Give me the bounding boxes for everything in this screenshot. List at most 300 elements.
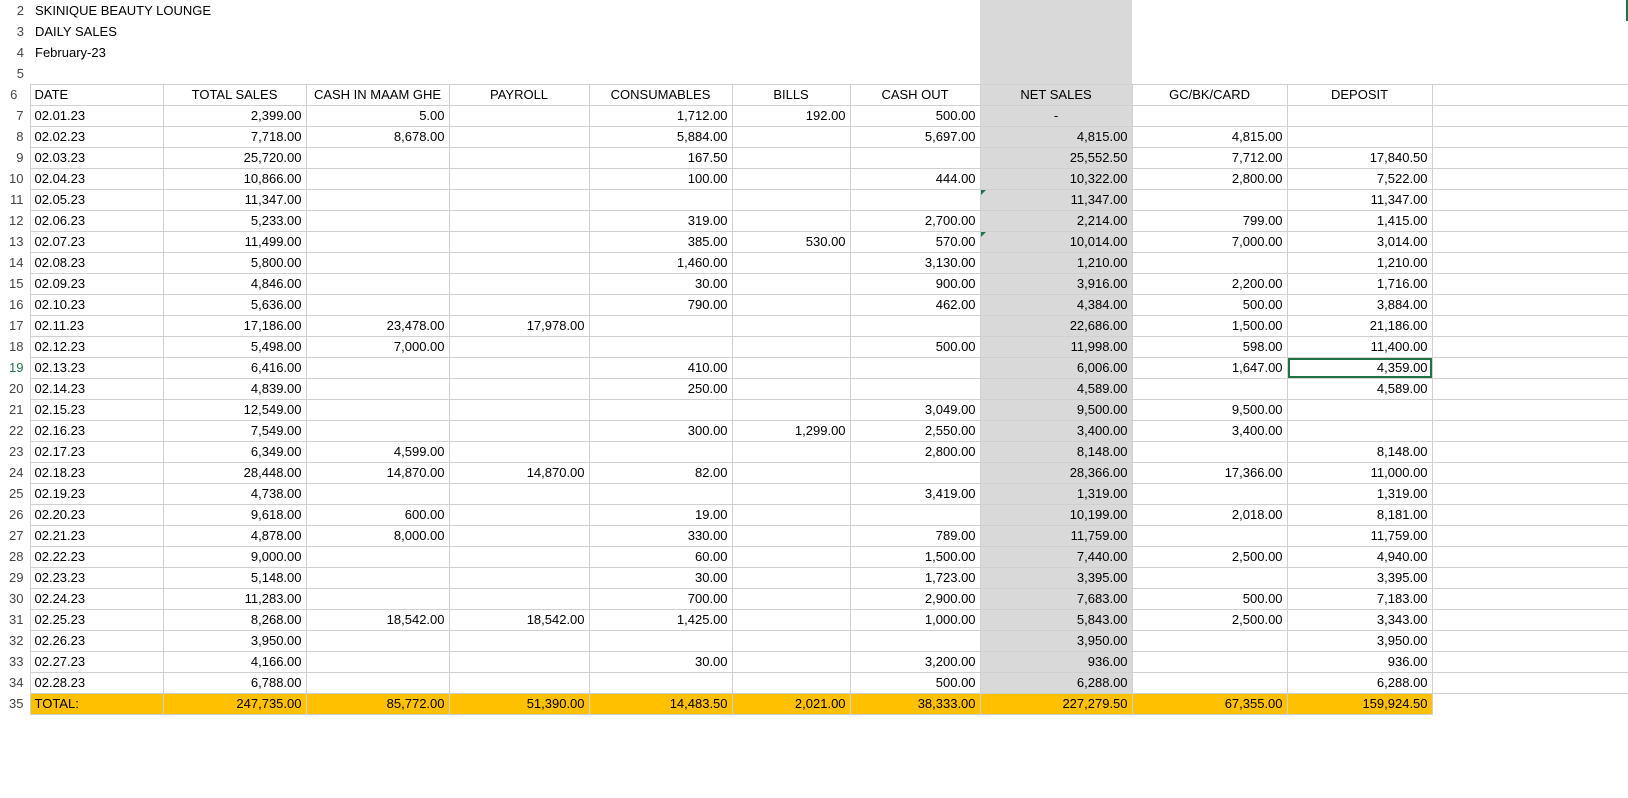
- cell-consumables[interactable]: 790.00: [589, 294, 732, 315]
- cell-deposit[interactable]: 1,415.00: [1287, 210, 1432, 231]
- cell-gc-bk-card[interactable]: [1132, 105, 1287, 126]
- cell-cash-in[interactable]: 8,678.00: [306, 126, 449, 147]
- col-header-net-sales[interactable]: NET SALES: [980, 84, 1132, 105]
- cell-date[interactable]: 02.16.23: [30, 420, 163, 441]
- cell-gc-bk-card[interactable]: [1132, 630, 1287, 651]
- cell-payroll[interactable]: 14,870.00: [449, 462, 589, 483]
- row-header[interactable]: 21: [0, 399, 30, 420]
- cell-payroll[interactable]: [449, 672, 589, 693]
- row-header-3[interactable]: 3: [0, 21, 30, 42]
- cell-date[interactable]: 02.20.23: [30, 504, 163, 525]
- cell-deposit[interactable]: [1287, 126, 1432, 147]
- cell-bills[interactable]: 1,299.00: [732, 420, 850, 441]
- cell-date[interactable]: 02.05.23: [30, 189, 163, 210]
- cell-total-sales[interactable]: 5,233.00: [163, 210, 306, 231]
- cell-cash-in[interactable]: [306, 546, 449, 567]
- cell-deposit[interactable]: [1287, 399, 1432, 420]
- cell-date[interactable]: 02.21.23: [30, 525, 163, 546]
- cell-bills[interactable]: [732, 357, 850, 378]
- row-header[interactable]: 27: [0, 525, 30, 546]
- cell-deposit[interactable]: 7,522.00: [1287, 168, 1432, 189]
- cell-deposit[interactable]: [1287, 105, 1432, 126]
- cell-consumables[interactable]: 1,460.00: [589, 252, 732, 273]
- table-row[interactable]: [0, 126, 1628, 147]
- cell-cash-in[interactable]: 7,000.00: [306, 336, 449, 357]
- cell-cash-in[interactable]: 14,870.00: [306, 462, 449, 483]
- cell-total-sales[interactable]: 10,866.00: [163, 168, 306, 189]
- cell-consumables[interactable]: 319.00: [589, 210, 732, 231]
- cell-date[interactable]: 02.27.23: [30, 651, 163, 672]
- row-header[interactable]: 18: [0, 336, 30, 357]
- cell-bills[interactable]: 530.00: [732, 231, 850, 252]
- cell-consumables[interactable]: [589, 483, 732, 504]
- cell-bills[interactable]: [732, 462, 850, 483]
- cell-bills[interactable]: [732, 504, 850, 525]
- cell-cash-out[interactable]: 462.00: [850, 294, 980, 315]
- cell-total-sales[interactable]: 7,718.00: [163, 126, 306, 147]
- cell-gc-bk-card[interactable]: [1132, 525, 1287, 546]
- row-header[interactable]: 32: [0, 630, 30, 651]
- row-header[interactable]: 34: [0, 672, 30, 693]
- cell-cash-out[interactable]: [850, 357, 980, 378]
- table-row[interactable]: [0, 483, 1628, 504]
- cell-consumables[interactable]: 100.00: [589, 168, 732, 189]
- cell-cash-out[interactable]: [850, 630, 980, 651]
- cell-gc-bk-card[interactable]: [1132, 483, 1287, 504]
- cell-deposit[interactable]: 1,210.00: [1287, 252, 1432, 273]
- cell-date[interactable]: 02.24.23: [30, 588, 163, 609]
- cell-payroll[interactable]: [449, 483, 589, 504]
- cell-total-sales[interactable]: 8,268.00: [163, 609, 306, 630]
- cell-bills[interactable]: [732, 294, 850, 315]
- cell-bills[interactable]: [732, 168, 850, 189]
- cell-total-sales[interactable]: 17,186.00: [163, 315, 306, 336]
- cell-consumables[interactable]: 30.00: [589, 567, 732, 588]
- cell-total-sales[interactable]: 11,347.00: [163, 189, 306, 210]
- cell-consumables[interactable]: 1,425.00: [589, 609, 732, 630]
- cell-cash-out[interactable]: 570.00: [850, 231, 980, 252]
- cell-payroll[interactable]: [449, 168, 589, 189]
- cell-gc-bk-card[interactable]: 2,200.00: [1132, 273, 1287, 294]
- row-header[interactable]: 17: [0, 315, 30, 336]
- cell-total-sales[interactable]: 4,738.00: [163, 483, 306, 504]
- totals-cash-in[interactable]: 85,772.00: [306, 693, 449, 714]
- table-row[interactable]: [0, 672, 1628, 693]
- cell-net-sales[interactable]: 1,319.00: [980, 483, 1132, 504]
- table-row[interactable]: [0, 252, 1628, 273]
- cell-payroll[interactable]: [449, 399, 589, 420]
- cell-deposit[interactable]: 3,014.00: [1287, 231, 1432, 252]
- table-row[interactable]: [0, 588, 1628, 609]
- cell-cash-out[interactable]: 500.00: [850, 672, 980, 693]
- totals-deposit[interactable]: 159,924.50: [1287, 693, 1432, 714]
- table-row[interactable]: [0, 651, 1628, 672]
- cell-consumables[interactable]: 30.00: [589, 273, 732, 294]
- table-row[interactable]: [0, 441, 1628, 462]
- col-header-deposit[interactable]: DEPOSIT: [1287, 84, 1432, 105]
- cell-payroll[interactable]: [449, 126, 589, 147]
- cell-cash-out[interactable]: 2,900.00: [850, 588, 980, 609]
- cell-cash-out[interactable]: 2,700.00: [850, 210, 980, 231]
- cell-total-sales[interactable]: 6,788.00: [163, 672, 306, 693]
- cell-bills[interactable]: [732, 378, 850, 399]
- cell-net-sales[interactable]: 3,950.00: [980, 630, 1132, 651]
- cell-cash-in[interactable]: 8,000.00: [306, 525, 449, 546]
- cell-gc-bk-card[interactable]: 2,800.00: [1132, 168, 1287, 189]
- cell-cash-out[interactable]: [850, 378, 980, 399]
- cell-gc-bk-card[interactable]: 17,366.00: [1132, 462, 1287, 483]
- row-header[interactable]: 28: [0, 546, 30, 567]
- cell-net-sales[interactable]: 6,006.00: [980, 357, 1132, 378]
- cell-total-sales[interactable]: 11,283.00: [163, 588, 306, 609]
- row-header[interactable]: 13: [0, 231, 30, 252]
- cell-cash-out[interactable]: 3,130.00: [850, 252, 980, 273]
- cell-net-sales[interactable]: 4,589.00: [980, 378, 1132, 399]
- cell-net-sales[interactable]: 3,400.00: [980, 420, 1132, 441]
- col-header-payroll[interactable]: PAYROLL: [449, 84, 589, 105]
- cell-bills[interactable]: [732, 630, 850, 651]
- table-row[interactable]: [0, 609, 1628, 630]
- cell-date[interactable]: 02.09.23: [30, 273, 163, 294]
- col-header-cash-out[interactable]: CASH OUT: [850, 84, 980, 105]
- row-header[interactable]: 10: [0, 168, 30, 189]
- row-header-2[interactable]: 2: [0, 0, 30, 21]
- cell-total-sales[interactable]: 2,399.00: [163, 105, 306, 126]
- cell-consumables[interactable]: 167.50: [589, 147, 732, 168]
- row-header[interactable]: 26: [0, 504, 30, 525]
- cell-gc-bk-card[interactable]: 2,500.00: [1132, 609, 1287, 630]
- cell-date[interactable]: 02.22.23: [30, 546, 163, 567]
- cell-deposit[interactable]: 11,759.00: [1287, 525, 1432, 546]
- cell-cash-in[interactable]: 23,478.00: [306, 315, 449, 336]
- cell-cash-in[interactable]: [306, 420, 449, 441]
- table-row[interactable]: [0, 357, 1628, 378]
- cell-net-sales[interactable]: 11,347.00: [980, 189, 1132, 210]
- cell-payroll[interactable]: [449, 378, 589, 399]
- cell-deposit[interactable]: [1287, 420, 1432, 441]
- cell-deposit[interactable]: 3,343.00: [1287, 609, 1432, 630]
- cell-payroll[interactable]: [449, 273, 589, 294]
- cell-net-sales[interactable]: 3,916.00: [980, 273, 1132, 294]
- row-header[interactable]: 24: [0, 462, 30, 483]
- cell-net-sales[interactable]: 6,288.00: [980, 672, 1132, 693]
- col-header-cash-in[interactable]: CASH IN MAAM GHE: [306, 84, 449, 105]
- cell-deposit[interactable]: 1,716.00: [1287, 273, 1432, 294]
- cell-date[interactable]: 02.02.23: [30, 126, 163, 147]
- cell-bills[interactable]: [732, 252, 850, 273]
- cell-net-sales[interactable]: 10,014.00: [980, 231, 1132, 252]
- cell-cash-in[interactable]: [306, 168, 449, 189]
- cell-deposit[interactable]: 7,183.00: [1287, 588, 1432, 609]
- cell-bills[interactable]: [732, 210, 850, 231]
- cell-gc-bk-card[interactable]: [1132, 441, 1287, 462]
- table-row[interactable]: [0, 168, 1628, 189]
- cell-consumables[interactable]: 385.00: [589, 231, 732, 252]
- cell-total-sales[interactable]: 9,618.00: [163, 504, 306, 525]
- cell-date[interactable]: 02.13.23: [30, 357, 163, 378]
- cell-cash-out[interactable]: [850, 147, 980, 168]
- cell-cash-out[interactable]: [850, 189, 980, 210]
- cell-total-sales[interactable]: 6,349.00: [163, 441, 306, 462]
- table-row[interactable]: [0, 231, 1628, 252]
- cell-deposit[interactable]: 11,400.00: [1287, 336, 1432, 357]
- cell-date[interactable]: 02.12.23: [30, 336, 163, 357]
- cell-payroll[interactable]: 18,542.00: [449, 609, 589, 630]
- cell-net-sales[interactable]: 936.00: [980, 651, 1132, 672]
- cell-date[interactable]: 02.23.23: [30, 567, 163, 588]
- table-row[interactable]: [0, 210, 1628, 231]
- cell-payroll[interactable]: 17,978.00: [449, 315, 589, 336]
- row-header[interactable]: 7: [0, 105, 30, 126]
- cell-bills[interactable]: [732, 399, 850, 420]
- cell-date[interactable]: 02.04.23: [30, 168, 163, 189]
- cell-cash-in[interactable]: [306, 630, 449, 651]
- cell-net-sales[interactable]: 11,759.00: [980, 525, 1132, 546]
- totals-cash-out[interactable]: 38,333.00: [850, 693, 980, 714]
- cell-cash-in[interactable]: 18,542.00: [306, 609, 449, 630]
- cell-cash-in[interactable]: [306, 252, 449, 273]
- cell-total-sales[interactable]: 3,950.00: [163, 630, 306, 651]
- table-row[interactable]: [0, 273, 1628, 294]
- cell-cash-out[interactable]: 789.00: [850, 525, 980, 546]
- cell-gc-bk-card[interactable]: 4,815.00: [1132, 126, 1287, 147]
- cell-cash-in[interactable]: [306, 399, 449, 420]
- cell-date[interactable]: 02.17.23: [30, 441, 163, 462]
- cell-deposit[interactable]: 936.00: [1287, 651, 1432, 672]
- cell-bills[interactable]: [732, 336, 850, 357]
- table-row[interactable]: [0, 105, 1628, 126]
- table-row[interactable]: [0, 504, 1628, 525]
- totals-total-sales[interactable]: 247,735.00: [163, 693, 306, 714]
- cell-total-sales[interactable]: 11,499.00: [163, 231, 306, 252]
- cell-date[interactable]: 02.18.23: [30, 462, 163, 483]
- cell-deposit[interactable]: 3,950.00: [1287, 630, 1432, 651]
- cell-bills[interactable]: 192.00: [732, 105, 850, 126]
- cell-total-sales[interactable]: 4,878.00: [163, 525, 306, 546]
- cell-total-sales[interactable]: 9,000.00: [163, 546, 306, 567]
- row-header[interactable]: 23: [0, 441, 30, 462]
- cell-total-sales[interactable]: 4,846.00: [163, 273, 306, 294]
- table-row[interactable]: [0, 525, 1628, 546]
- row-header[interactable]: 9: [0, 147, 30, 168]
- cell-deposit[interactable]: 11,000.00: [1287, 462, 1432, 483]
- cell-cash-in[interactable]: 5.00: [306, 105, 449, 126]
- cell-consumables[interactable]: 82.00: [589, 462, 732, 483]
- cell-total-sales[interactable]: 5,498.00: [163, 336, 306, 357]
- cell-cash-in[interactable]: [306, 294, 449, 315]
- table-row[interactable]: [0, 546, 1628, 567]
- cell-deposit[interactable]: 1,319.00: [1287, 483, 1432, 504]
- table-row[interactable]: [0, 336, 1628, 357]
- cell-date[interactable]: 02.07.23: [30, 231, 163, 252]
- row-header[interactable]: 29: [0, 567, 30, 588]
- cell-bills[interactable]: [732, 651, 850, 672]
- cell-net-sales[interactable]: 28,366.00: [980, 462, 1132, 483]
- cell-date[interactable]: 02.14.23: [30, 378, 163, 399]
- cell-bills[interactable]: [732, 189, 850, 210]
- cell-consumables[interactable]: [589, 315, 732, 336]
- cell-consumables[interactable]: 250.00: [589, 378, 732, 399]
- table-row[interactable]: [0, 630, 1628, 651]
- cell-cash-out[interactable]: 1,723.00: [850, 567, 980, 588]
- col-header-consumables[interactable]: CONSUMABLES: [589, 84, 732, 105]
- row-header[interactable]: 15: [0, 273, 30, 294]
- cell-total-sales[interactable]: 4,839.00: [163, 378, 306, 399]
- row-header[interactable]: 33: [0, 651, 30, 672]
- cell-consumables[interactable]: [589, 399, 732, 420]
- cell-net-sales[interactable]: 10,322.00: [980, 168, 1132, 189]
- cell-cash-in[interactable]: [306, 483, 449, 504]
- cell-deposit[interactable]: 8,181.00: [1287, 504, 1432, 525]
- cell-consumables[interactable]: [589, 672, 732, 693]
- cell-gc-bk-card[interactable]: [1132, 252, 1287, 273]
- cell-net-sales[interactable]: 11,998.00: [980, 336, 1132, 357]
- cell-gc-bk-card[interactable]: [1132, 189, 1287, 210]
- cell-cash-in[interactable]: [306, 147, 449, 168]
- table-row[interactable]: [0, 378, 1628, 399]
- cell-total-sales[interactable]: 4,166.00: [163, 651, 306, 672]
- cell-payroll[interactable]: [449, 525, 589, 546]
- cell-cash-out[interactable]: 5,697.00: [850, 126, 980, 147]
- cell-consumables[interactable]: [589, 441, 732, 462]
- cell-payroll[interactable]: [449, 651, 589, 672]
- cell-payroll[interactable]: [449, 210, 589, 231]
- col-header-date[interactable]: DATE: [30, 84, 163, 105]
- cell-bills[interactable]: [732, 609, 850, 630]
- totals-payroll[interactable]: 51,390.00: [449, 693, 589, 714]
- cell-date[interactable]: 02.15.23: [30, 399, 163, 420]
- cell-payroll[interactable]: [449, 567, 589, 588]
- cell-cash-in[interactable]: [306, 273, 449, 294]
- cell-deposit[interactable]: 4,589.00: [1287, 378, 1432, 399]
- row-header-5[interactable]: 5: [0, 63, 30, 84]
- cell-consumables[interactable]: 19.00: [589, 504, 732, 525]
- cell-cash-out[interactable]: [850, 315, 980, 336]
- cell-gc-bk-card[interactable]: 799.00: [1132, 210, 1287, 231]
- cell-cash-out[interactable]: 2,800.00: [850, 441, 980, 462]
- cell-bills[interactable]: [732, 315, 850, 336]
- row-header-6[interactable]: 6: [0, 84, 30, 105]
- totals-row[interactable]: [0, 693, 1628, 714]
- table-row[interactable]: [0, 420, 1628, 441]
- cell-payroll[interactable]: [449, 504, 589, 525]
- table-row[interactable]: [0, 462, 1628, 483]
- cell-consumables[interactable]: 1,712.00: [589, 105, 732, 126]
- cell-gc-bk-card[interactable]: [1132, 567, 1287, 588]
- cell-total-sales[interactable]: 28,448.00: [163, 462, 306, 483]
- cell-net-sales[interactable]: 25,552.50: [980, 147, 1132, 168]
- cell-date[interactable]: 02.11.23: [30, 315, 163, 336]
- cell-consumables[interactable]: 60.00: [589, 546, 732, 567]
- cell-bills[interactable]: [732, 546, 850, 567]
- cell-cash-out[interactable]: 3,049.00: [850, 399, 980, 420]
- cell-deposit[interactable]: 21,186.00: [1287, 315, 1432, 336]
- cell-net-sales[interactable]: 7,440.00: [980, 546, 1132, 567]
- cell-deposit[interactable]: 6,288.00: [1287, 672, 1432, 693]
- row-header-4[interactable]: 4: [0, 42, 30, 63]
- cell-cash-in[interactable]: [306, 189, 449, 210]
- cell-net-sales[interactable]: 7,683.00: [980, 588, 1132, 609]
- cell-bills[interactable]: [732, 483, 850, 504]
- row-header[interactable]: 25: [0, 483, 30, 504]
- cell-payroll[interactable]: [449, 189, 589, 210]
- cell-cash-in[interactable]: 4,599.00: [306, 441, 449, 462]
- cell-gc-bk-card[interactable]: 9,500.00: [1132, 399, 1287, 420]
- cell-payroll[interactable]: [449, 441, 589, 462]
- cell-date[interactable]: 02.25.23: [30, 609, 163, 630]
- cell-gc-bk-card[interactable]: 1,647.00: [1132, 357, 1287, 378]
- cell-date[interactable]: 02.03.23: [30, 147, 163, 168]
- cell-gc-bk-card[interactable]: 2,500.00: [1132, 546, 1287, 567]
- cell-deposit[interactable]: 3,395.00: [1287, 567, 1432, 588]
- cell-cash-in[interactable]: [306, 231, 449, 252]
- table-row[interactable]: [0, 147, 1628, 168]
- cell-net-sales[interactable]: 8,148.00: [980, 441, 1132, 462]
- cell-consumables[interactable]: [589, 630, 732, 651]
- cell-net-sales[interactable]: 4,384.00: [980, 294, 1132, 315]
- cell-total-sales[interactable]: 7,549.00: [163, 420, 306, 441]
- cell-cash-out[interactable]: 3,419.00: [850, 483, 980, 504]
- cell-payroll[interactable]: [449, 105, 589, 126]
- cell-cash-out[interactable]: [850, 462, 980, 483]
- cell-net-sales[interactable]: -: [980, 105, 1132, 126]
- table-row[interactable]: [0, 315, 1628, 336]
- cell-consumables[interactable]: 330.00: [589, 525, 732, 546]
- cell-consumables[interactable]: 300.00: [589, 420, 732, 441]
- cell-total-sales[interactable]: 5,148.00: [163, 567, 306, 588]
- col-header-gc-bk-card[interactable]: GC/BK/CARD: [1132, 84, 1287, 105]
- cell-gc-bk-card[interactable]: 7,000.00: [1132, 231, 1287, 252]
- row-header[interactable]: 12: [0, 210, 30, 231]
- cell-cash-out[interactable]: 3,200.00: [850, 651, 980, 672]
- cell-total-sales[interactable]: 12,549.00: [163, 399, 306, 420]
- cell-payroll[interactable]: [449, 294, 589, 315]
- cell-cash-in[interactable]: [306, 378, 449, 399]
- col-header-bills[interactable]: BILLS: [732, 84, 850, 105]
- cell-bills[interactable]: [732, 126, 850, 147]
- cell-bills[interactable]: [732, 273, 850, 294]
- cell-cash-out[interactable]: 1,500.00: [850, 546, 980, 567]
- cell-cash-in[interactable]: [306, 567, 449, 588]
- cell-payroll[interactable]: [449, 231, 589, 252]
- cell-gc-bk-card[interactable]: 500.00: [1132, 294, 1287, 315]
- row-header[interactable]: 19: [0, 357, 30, 378]
- cell-payroll[interactable]: [449, 336, 589, 357]
- cell-cash-out[interactable]: 444.00: [850, 168, 980, 189]
- row-header[interactable]: 20: [0, 378, 30, 399]
- cell-total-sales[interactable]: 6,416.00: [163, 357, 306, 378]
- cell-date[interactable]: 02.08.23: [30, 252, 163, 273]
- cell-cash-out[interactable]: 500.00: [850, 336, 980, 357]
- totals-bills[interactable]: 2,021.00: [732, 693, 850, 714]
- cell-cash-out[interactable]: 500.00: [850, 105, 980, 126]
- cell-gc-bk-card[interactable]: 7,712.00: [1132, 147, 1287, 168]
- cell-cash-in[interactable]: [306, 210, 449, 231]
- cell-net-sales[interactable]: 3,395.00: [980, 567, 1132, 588]
- cell-cash-in[interactable]: [306, 357, 449, 378]
- cell-net-sales[interactable]: 9,500.00: [980, 399, 1132, 420]
- cell-date[interactable]: 02.01.23: [30, 105, 163, 126]
- cell-date[interactable]: 02.28.23: [30, 672, 163, 693]
- cell-date[interactable]: 02.19.23: [30, 483, 163, 504]
- cell-consumables[interactable]: [589, 189, 732, 210]
- cell-bills[interactable]: [732, 441, 850, 462]
- cell-payroll[interactable]: [449, 546, 589, 567]
- cell-payroll[interactable]: [449, 630, 589, 651]
- row-header[interactable]: 8: [0, 126, 30, 147]
- cell-payroll[interactable]: [449, 252, 589, 273]
- row-header[interactable]: 16: [0, 294, 30, 315]
